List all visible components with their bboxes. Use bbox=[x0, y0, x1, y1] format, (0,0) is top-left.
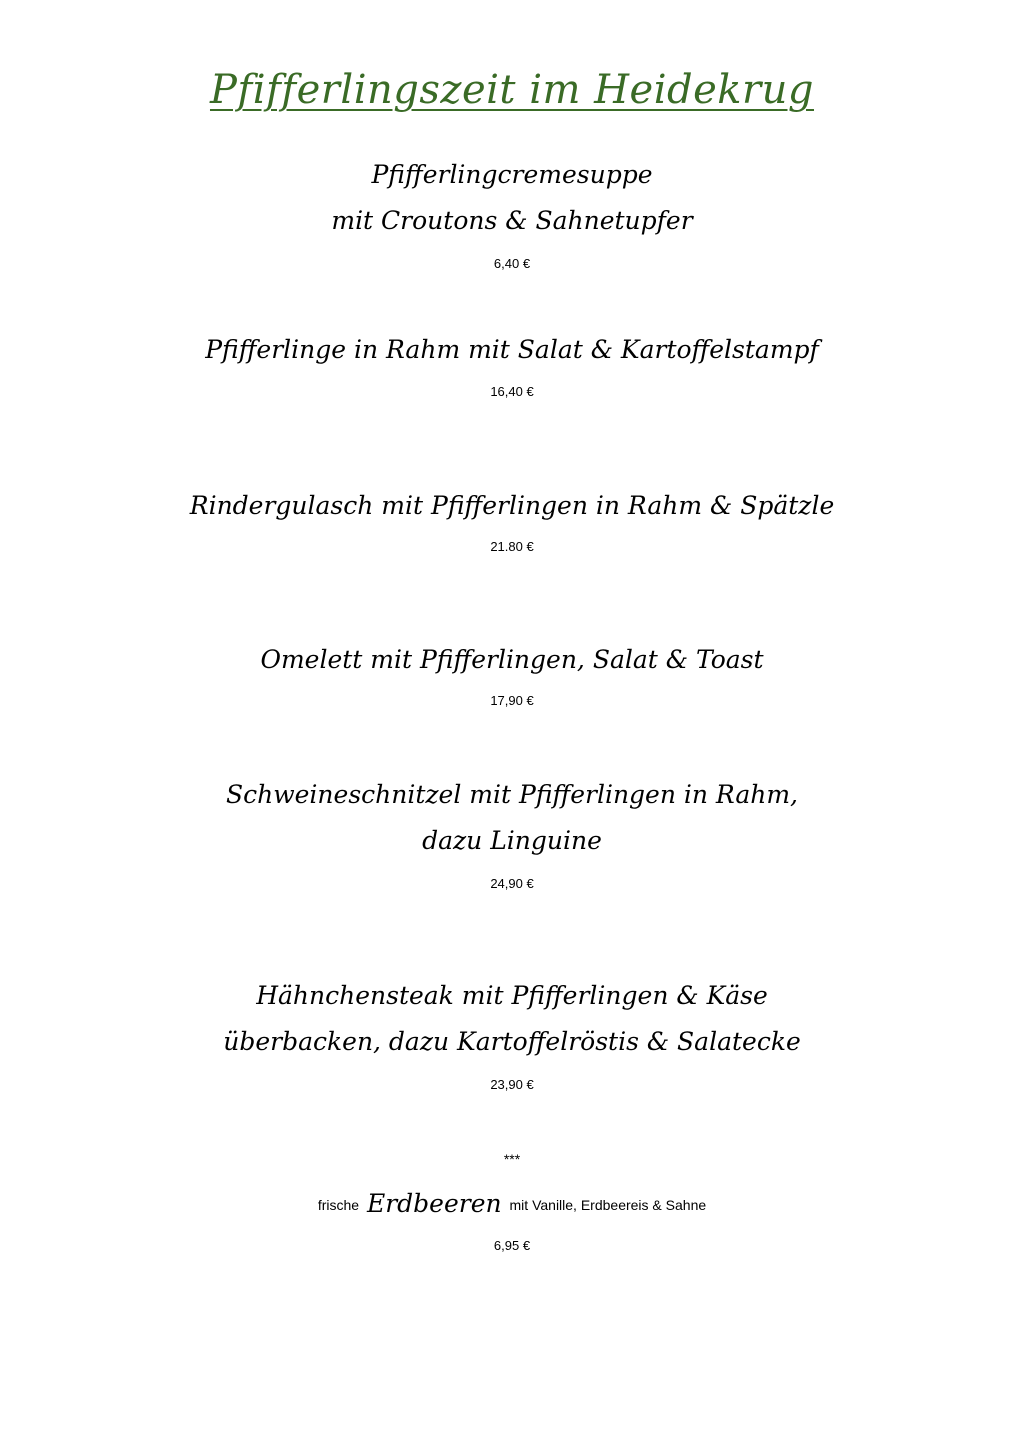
dish-price: 24,90 € bbox=[490, 876, 534, 891]
dish-line: Rindergulasch mit Pfifferlingen in Rahm & Spätzle bbox=[189, 491, 835, 520]
menu-title: Pfifferlingszeit im Heidekrug bbox=[209, 67, 814, 113]
dish-line: Hähnchensteak mit Pfifferlingen & Käse bbox=[256, 981, 768, 1010]
dish-name bbox=[0, 327, 1024, 373]
dish-name bbox=[0, 973, 1024, 1065]
dish-price: 6,40 € bbox=[493, 256, 531, 271]
dessert-price: 6,95 € bbox=[493, 1238, 531, 1253]
dish-name bbox=[0, 772, 1024, 864]
dish-name bbox=[0, 152, 1024, 244]
dessert-highlight: Erdbeeren bbox=[366, 1189, 502, 1218]
dish-line: dazu Linguine bbox=[422, 826, 602, 855]
dish-line: Omelett mit Pfifferlingen, Salat & Toast bbox=[260, 645, 764, 674]
dish-name bbox=[0, 637, 1024, 683]
dish-name bbox=[0, 483, 1024, 529]
dish-line: Schweineschnitzel mit Pfifferlingen in Rahm, bbox=[226, 780, 798, 809]
dish-line: Pfifferlingcremesuppe bbox=[371, 160, 653, 189]
dessert-line bbox=[0, 1186, 1024, 1223]
dish-line: Pfifferlinge in Rahm mit Salat & Kartoffelstampf bbox=[205, 335, 819, 364]
section-separator: *** bbox=[503, 1151, 521, 1167]
dish-price: 16,40 € bbox=[490, 384, 534, 399]
dessert-suffix: mit Vanille, Erdbeereis & Sahne bbox=[509, 1197, 707, 1213]
dessert-prefix: frische bbox=[317, 1197, 360, 1213]
dish-price: 17,90 € bbox=[490, 693, 534, 708]
dish-line: mit Croutons & Sahnetupfer bbox=[331, 206, 693, 235]
dish-line: überbacken, dazu Kartoffelröstis & Salatecke bbox=[223, 1027, 801, 1056]
dish-price: 23,90 € bbox=[490, 1077, 534, 1092]
dish-price: 21.80 € bbox=[490, 539, 534, 554]
